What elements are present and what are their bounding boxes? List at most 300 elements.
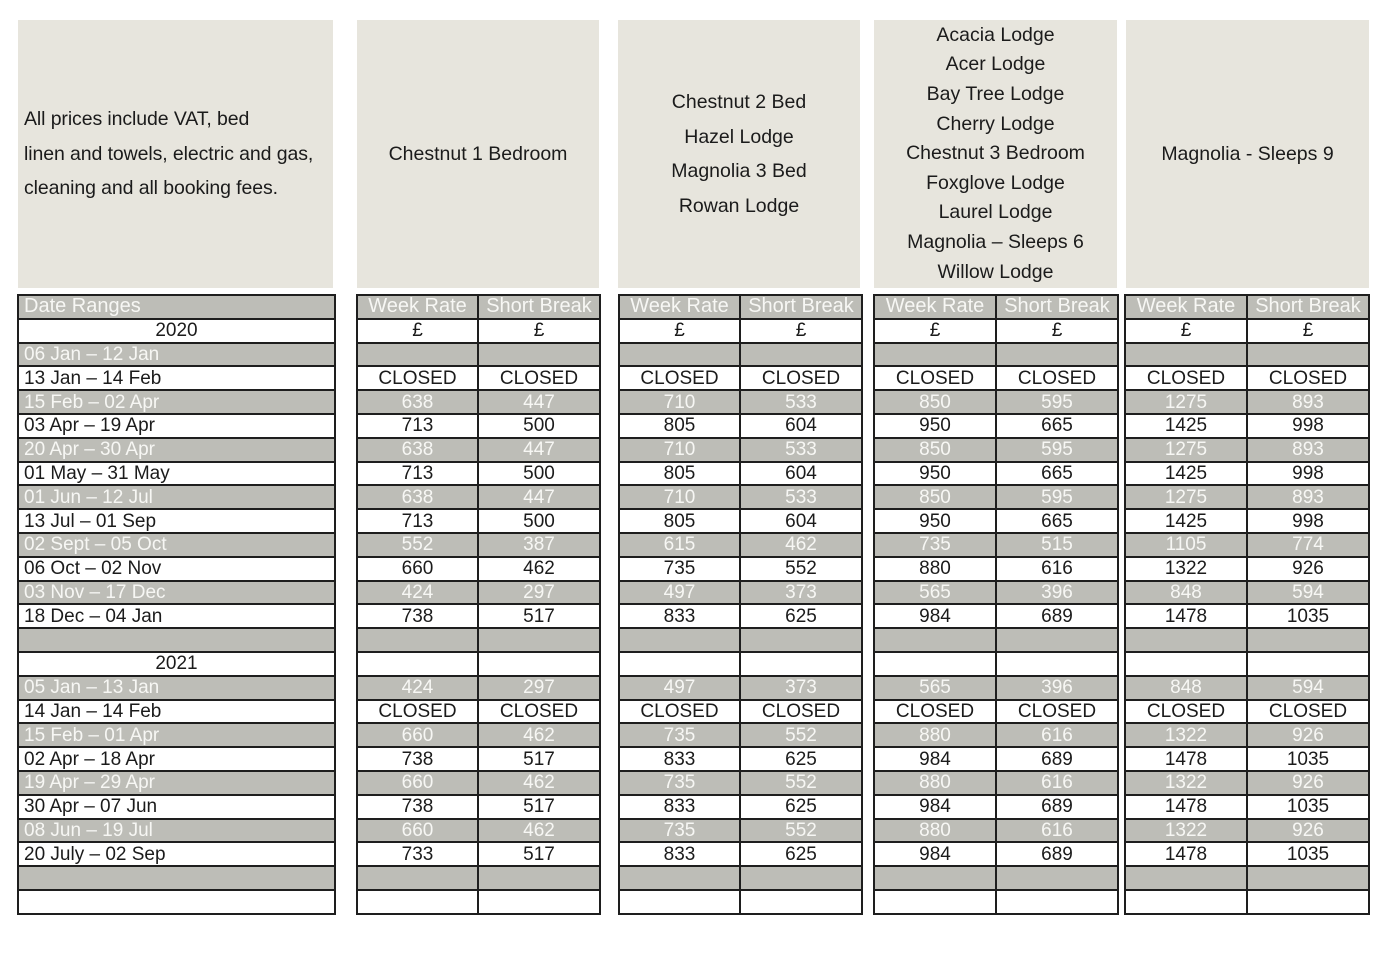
table-row [1125,557,1369,581]
week-rate-value: 805 [619,509,740,533]
date-range: 15 Feb – 01 Apr [18,723,335,747]
short-break-value [1247,343,1369,367]
table-row [1125,390,1369,414]
spacer-cell [478,652,600,676]
price-table-group-2 [618,294,863,915]
lodge-group-header-3 [874,20,1117,288]
short-break-value: 447 [478,438,600,462]
spacer-cell [478,866,600,890]
short-break-value: 665 [996,509,1118,533]
short-break-value: CLOSED [740,366,862,390]
table-row [357,676,600,700]
short-break-value: 517 [478,842,600,866]
currency-symbol: £ [740,319,862,343]
week-rate-value: 950 [874,414,996,438]
lodge-name: Magnolia 3 Bed [671,160,807,182]
table-row [619,390,862,414]
table-row [874,628,1118,652]
week-rate-value: 850 [874,485,996,509]
short-break-value: 625 [740,604,862,628]
short-break-value: 616 [996,819,1118,843]
short-break-value: 926 [1247,557,1369,581]
short-break-value: 373 [740,676,862,700]
spacer-cell [996,890,1118,914]
week-rate-value: 660 [357,819,478,843]
pricing-note [18,20,333,288]
table-row [357,462,600,486]
short-break-value: 1035 [1247,604,1369,628]
week-rate-value: 850 [874,438,996,462]
week-rate-value: 880 [874,557,996,581]
week-rate-value: 713 [357,414,478,438]
week-rate-value: CLOSED [1125,700,1247,724]
table-row [357,771,600,795]
short-break-value: 616 [996,771,1118,795]
table-row [357,390,600,414]
lodge-name: Foxglove Lodge [926,171,1065,194]
week-rate-value: 984 [874,842,996,866]
table-row [874,866,1118,890]
week-rate-value: 735 [619,557,740,581]
date-range: 20 July – 02 Sep [18,842,335,866]
short-break-value: 893 [1247,438,1369,462]
week-rate-header: Week Rate [619,295,740,319]
short-break-header: Short Break [996,295,1118,319]
week-rate-value: 565 [874,676,996,700]
table-row [1125,842,1369,866]
table-row [1125,581,1369,605]
short-break-value: CLOSED [740,700,862,724]
week-rate-value: 552 [357,533,478,557]
week-rate-value: 833 [619,747,740,771]
date-ranges-table [17,294,336,915]
lodge-name: Magnolia - Sleeps 9 [1161,142,1334,165]
short-break-value: 462 [478,557,600,581]
week-rate-value: 1322 [1125,557,1247,581]
short-break-value: 552 [740,771,862,795]
date-range: 14 Jan – 14 Feb [18,700,335,724]
short-break-value: CLOSED [996,366,1118,390]
spacer-cell [874,628,996,652]
table-row [1125,343,1369,367]
table-row [619,652,862,676]
week-rate-value: 497 [619,581,740,605]
table-row [1125,747,1369,771]
table-row [874,414,1118,438]
short-break-value: 552 [740,557,862,581]
table-row [357,533,600,557]
week-rate-value: 850 [874,390,996,414]
table-row [874,390,1118,414]
price-table-group-1 [356,294,601,915]
note-line: linen and towels, electric and gas, [24,142,314,165]
short-break-value: 517 [478,604,600,628]
lodge-name: Acacia Lodge [936,23,1055,46]
date-range: 15 Feb – 02 Apr [18,390,335,414]
table-row [619,581,862,605]
date-range: 30 Apr – 07 Jun [18,795,335,819]
table-row [357,747,600,771]
week-rate-value: 950 [874,509,996,533]
short-break-value: 515 [996,533,1118,557]
table-row [357,866,600,890]
lodge-group-header-2 [618,20,860,288]
short-break-value [740,343,862,367]
spacer-cell [357,890,478,914]
table-row [619,771,862,795]
week-rate-value: 660 [357,771,478,795]
spacer-cell [1247,652,1369,676]
table-row [619,890,862,914]
table-row [874,533,1118,557]
lodge-name: Laurel Lodge [938,201,1053,224]
table-row [357,557,600,581]
table-row [619,509,862,533]
week-rate-value: 984 [874,747,996,771]
week-rate-value [874,343,996,367]
note-line: cleaning and all booking fees. [24,177,278,200]
date-range: 18 Dec – 04 Jan [18,604,335,628]
week-rate-header: Week Rate [1125,295,1247,319]
week-rate-value: 710 [619,485,740,509]
week-rate-value: 1322 [1125,819,1247,843]
spacer-cell [619,628,740,652]
table-row [619,866,862,890]
table-row [357,581,600,605]
table-row [874,485,1118,509]
table-row [874,890,1118,914]
week-rate-value: 1322 [1125,723,1247,747]
table-row [874,319,1118,343]
week-rate-value: 710 [619,390,740,414]
currency-symbol: £ [1125,319,1247,343]
table-row [357,842,600,866]
short-break-value: CLOSED [478,700,600,724]
date-range: 06 Oct – 02 Nov [18,557,335,581]
table-row [619,295,862,319]
table-row [1125,319,1369,343]
week-rate-value: CLOSED [874,700,996,724]
currency-symbol: £ [357,319,478,343]
table-row [1125,628,1369,652]
lodge-name: Rowan Lodge [678,194,800,217]
table-row [357,343,600,367]
week-rate-value: 565 [874,581,996,605]
currency-symbol: £ [874,319,996,343]
short-break-value: 462 [478,819,600,843]
date-range: 13 Jan – 14 Feb [18,366,335,390]
week-rate-value: 710 [619,438,740,462]
table-row [357,795,600,819]
short-break-value: 373 [740,581,862,605]
short-break-value: 297 [478,581,600,605]
week-rate-header: Week Rate [874,295,996,319]
table-row [1125,676,1369,700]
week-rate-value: 805 [619,462,740,486]
table-row [619,842,862,866]
date-range: 06 Jan – 12 Jan [18,343,335,367]
table-row [619,628,862,652]
spacer-cell [18,628,335,652]
short-break-value: 1035 [1247,795,1369,819]
currency-symbol: £ [619,319,740,343]
short-break-value: 689 [996,795,1118,819]
short-break-value: 689 [996,747,1118,771]
lodge-name: Bay Tree Lodge [926,83,1065,106]
price-table-group-3 [873,294,1119,915]
table-row [619,604,862,628]
week-rate-value: 738 [357,604,478,628]
lodge-group-header-1 [357,20,599,288]
table-row [1125,700,1369,724]
table-row [1125,509,1369,533]
week-rate-value [357,343,478,367]
spacer-cell [1125,652,1247,676]
table-row [619,795,862,819]
table-row [1125,462,1369,486]
week-rate-value: 1322 [1125,771,1247,795]
table-row [357,366,600,390]
table-row [874,842,1118,866]
week-rate-value: 1105 [1125,533,1247,557]
week-rate-value: 660 [357,557,478,581]
week-rate-value: 424 [357,676,478,700]
date-ranges-header: Date Ranges [18,295,335,319]
spacer-cell [874,652,996,676]
short-break-value: 500 [478,509,600,533]
week-rate-value: 880 [874,723,996,747]
short-break-value: 625 [740,842,862,866]
table-row [874,343,1118,367]
year-label-2020: 2020 [18,319,335,343]
short-break-value: 926 [1247,723,1369,747]
table-row [1125,819,1369,843]
short-break-value: CLOSED [1247,700,1369,724]
short-break-value: 1035 [1247,842,1369,866]
lodge-name: Chestnut 1 Bedroom [388,142,568,165]
week-rate-value: 638 [357,438,478,462]
week-rate-value: 1478 [1125,604,1247,628]
short-break-value: 297 [478,676,600,700]
lodge-name: Willow Lodge [937,260,1054,283]
week-rate-value: CLOSED [357,366,478,390]
table-row [619,366,862,390]
table-row [874,557,1118,581]
table-row [619,819,862,843]
table-row [619,533,862,557]
table-row [619,700,862,724]
spacer-cell [357,628,478,652]
short-break-value: CLOSED [996,700,1118,724]
table-row [357,509,600,533]
week-rate-value: 713 [357,462,478,486]
table-row [619,676,862,700]
week-rate-value: 950 [874,462,996,486]
week-rate-value: 424 [357,581,478,605]
spacer-cell [1247,890,1369,914]
short-break-header: Short Break [1247,295,1369,319]
week-rate-value: 735 [874,533,996,557]
table-row [874,295,1118,319]
table-row [874,581,1118,605]
lodge-name: Chestnut 2 Bed [671,91,807,113]
week-rate-value: CLOSED [874,366,996,390]
table-row [1125,723,1369,747]
week-rate-value: CLOSED [619,700,740,724]
short-break-value: 893 [1247,485,1369,509]
short-break-value: 665 [996,414,1118,438]
table-row [874,795,1118,819]
short-break-value: 616 [996,557,1118,581]
short-break-value: 926 [1247,819,1369,843]
short-break-value: 533 [740,438,862,462]
short-break-value: 552 [740,723,862,747]
spacer-cell [478,628,600,652]
short-break-value: 552 [740,819,862,843]
table-row [357,438,600,462]
table-row [357,485,600,509]
spacer-cell [740,652,862,676]
short-break-value: 447 [478,390,600,414]
short-break-value: 665 [996,462,1118,486]
table-row [874,723,1118,747]
table-row [874,676,1118,700]
table-row [357,319,600,343]
table-row [357,652,600,676]
short-break-value: 604 [740,462,862,486]
spacer-cell [478,890,600,914]
table-row [1125,414,1369,438]
table-row [357,819,600,843]
week-rate-value: 984 [874,795,996,819]
date-range: 08 Jun – 19 Jul [18,819,335,843]
short-break-value: 604 [740,414,862,438]
table-row [357,628,600,652]
short-break-value: 595 [996,438,1118,462]
week-rate-value: 1425 [1125,462,1247,486]
currency-symbol: £ [1247,319,1369,343]
week-rate-value: 1425 [1125,509,1247,533]
short-break-value: 689 [996,842,1118,866]
short-break-value: 998 [1247,509,1369,533]
week-rate-value: 733 [357,842,478,866]
week-rate-value: 735 [619,723,740,747]
week-rate-value: 1275 [1125,390,1247,414]
note-line: All prices include VAT, bed [24,108,250,131]
week-rate-value: 738 [357,795,478,819]
short-break-value: 462 [740,533,862,557]
spacer-cell [18,890,335,914]
week-rate-value: 738 [357,747,478,771]
week-rate-value: 1478 [1125,747,1247,771]
table-row [619,557,862,581]
short-break-value: 689 [996,604,1118,628]
short-break-value: 517 [478,795,600,819]
short-break-value: 533 [740,485,862,509]
spacer-cell [619,890,740,914]
table-row [1125,366,1369,390]
week-rate-value: 984 [874,604,996,628]
table-row [1125,533,1369,557]
table-row [874,700,1118,724]
table-row [874,604,1118,628]
short-break-value: 500 [478,462,600,486]
lodge-name: Acer Lodge [945,53,1046,76]
table-row [874,509,1118,533]
week-rate-value: CLOSED [357,700,478,724]
short-break-value: 396 [996,581,1118,605]
short-break-value: 998 [1247,462,1369,486]
table-row [357,295,600,319]
short-break-value: 517 [478,747,600,771]
week-rate-value: 615 [619,533,740,557]
short-break-value: 926 [1247,771,1369,795]
week-rate-value: CLOSED [619,366,740,390]
date-range: 01 May – 31 May [18,462,335,486]
currency-symbol: £ [996,319,1118,343]
week-rate-value: 848 [1125,581,1247,605]
short-break-header: Short Break [478,295,600,319]
week-rate-value: 833 [619,795,740,819]
table-row [874,462,1118,486]
date-range: 01 Jun – 12 Jul [18,485,335,509]
week-rate-value: 735 [619,771,740,795]
date-range: 19 Apr – 29 Apr [18,771,335,795]
week-rate-value: 1425 [1125,414,1247,438]
short-break-header: Short Break [740,295,862,319]
year-label-2021: 2021 [18,652,335,676]
short-break-value: 998 [1247,414,1369,438]
table-row [619,438,862,462]
spacer-cell [996,866,1118,890]
short-break-value: 604 [740,509,862,533]
table-row [619,414,862,438]
table-row [619,462,862,486]
short-break-value: 447 [478,485,600,509]
week-rate-value: 638 [357,485,478,509]
table-row [1125,438,1369,462]
spacer-cell [996,652,1118,676]
date-range: 13 Jul – 01 Sep [18,509,335,533]
date-range: 03 Nov – 17 Dec [18,581,335,605]
week-rate-value: 805 [619,414,740,438]
table-row [357,604,600,628]
spacer-cell [1125,890,1247,914]
spacer-cell [996,628,1118,652]
week-rate-value: 497 [619,676,740,700]
lodge-name: Chestnut 3 Bedroom [906,142,1085,165]
spacer-cell [357,652,478,676]
short-break-value: 616 [996,723,1118,747]
date-range: 02 Sept – 05 Oct [18,533,335,557]
table-row [1125,866,1369,890]
lodge-name: Cherry Lodge [936,112,1055,135]
short-break-value: 462 [478,771,600,795]
table-row [357,890,600,914]
table-row [1125,771,1369,795]
spacer-cell [619,866,740,890]
short-break-value: 893 [1247,390,1369,414]
short-break-value: 1035 [1247,747,1369,771]
lodge-name: Magnolia – Sleeps 6 [907,230,1084,253]
lodge-name: Hazel Lodge [684,125,794,148]
table-row [619,343,862,367]
short-break-value [478,343,600,367]
week-rate-value: 833 [619,604,740,628]
currency-symbol: £ [478,319,600,343]
spacer-cell [874,890,996,914]
table-row [874,819,1118,843]
